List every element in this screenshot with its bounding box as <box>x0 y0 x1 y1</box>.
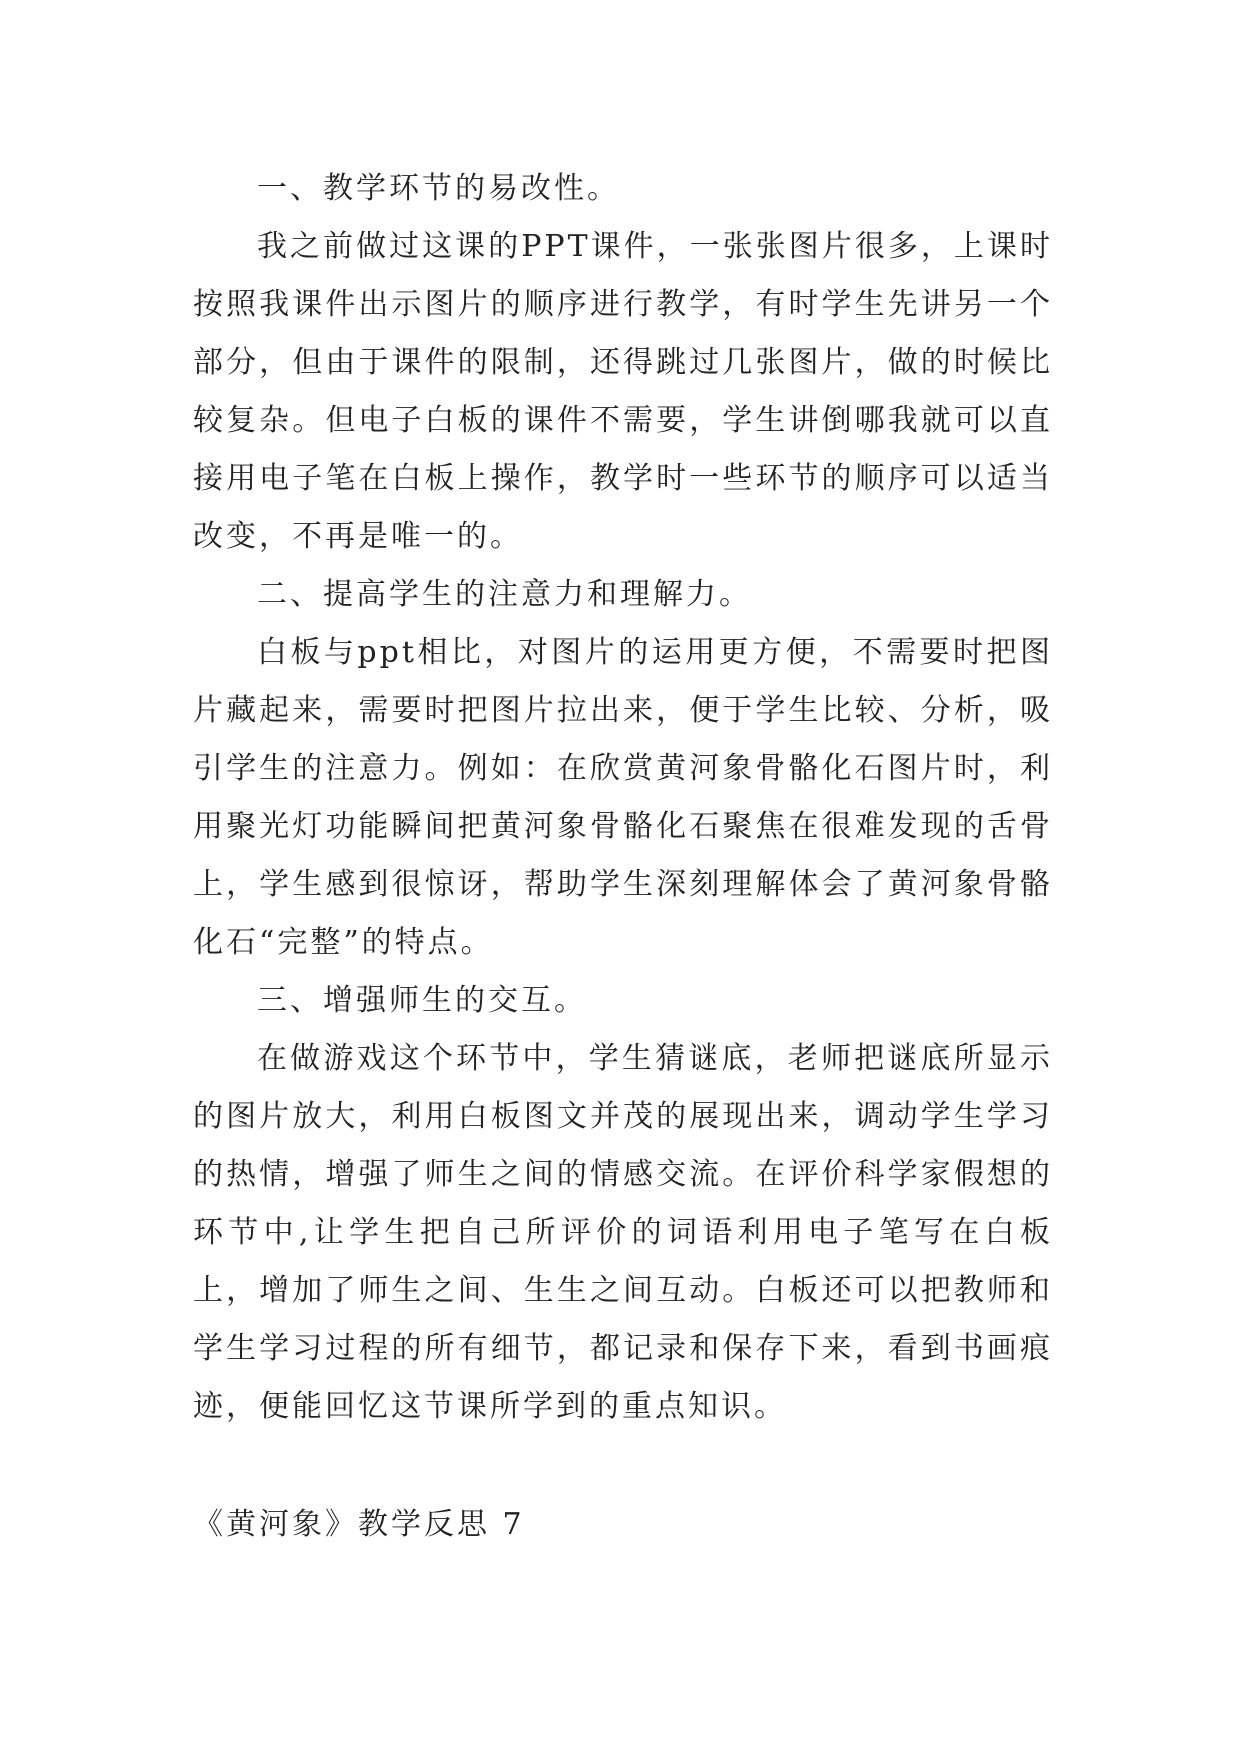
paragraph-2: 白板与ppt相比，对图片的运用更方便，不需要时把图片藏起来，需要时把图片拉出来，便于学生比较、分析，吸引学生的注意力。例如：在欣赏黄河象骨骼化石图片时，利用聚光灯功能瞬间把黄河象骨骼化石聚焦在很难发现的舌骨上，学生感到很惊讶，帮助学生深刻理解体会了黄河象骨骼化石“完整”的特点。 <box>193 635 1053 960</box>
section-heading-2: 二、提高学生的注意力和理解力。 <box>257 577 752 612</box>
paragraph-3: 在做游戏这个环节中，学生猜谜底，老师把谜底所显示的图片放大，利用白板图文并茂的展现出来，调动学生学习的热情，增强了师生之间的情感交流。在评价科学家假想的环节中,让学生把自己所评价的词语利用电子笔写在白板上，增加了师生之间、生生之间互动。白板还可以把教师和学生学习过程的所有细节，都记录和保存下来，看到书画痕迹，便能回忆这节课所学到的重点知识。 <box>193 1041 1053 1424</box>
section-heading-1: 一、教学环节的易改性。 <box>257 171 620 206</box>
section-heading-3: 三、增强师生的交互。 <box>257 983 587 1018</box>
document-body <box>193 160 1053 1436</box>
next-section-title: 《黄河象》教学反思 7 <box>193 1507 525 1542</box>
paragraph-1: 我之前做过这课的PPT课件，一张张图片很多，上课时按照我课件出示图片的顺序进行教学，有时学生先讲另一个部分，但由于课件的限制，还得跳过几张图片，做的时候比较复杂。但电子白板的课件不需要，学生讲倒哪我就可以直接用电子笔在白板上操作，教学时一些环节的顺序可以适当改变，不再是唯一的。 <box>193 229 1053 554</box>
